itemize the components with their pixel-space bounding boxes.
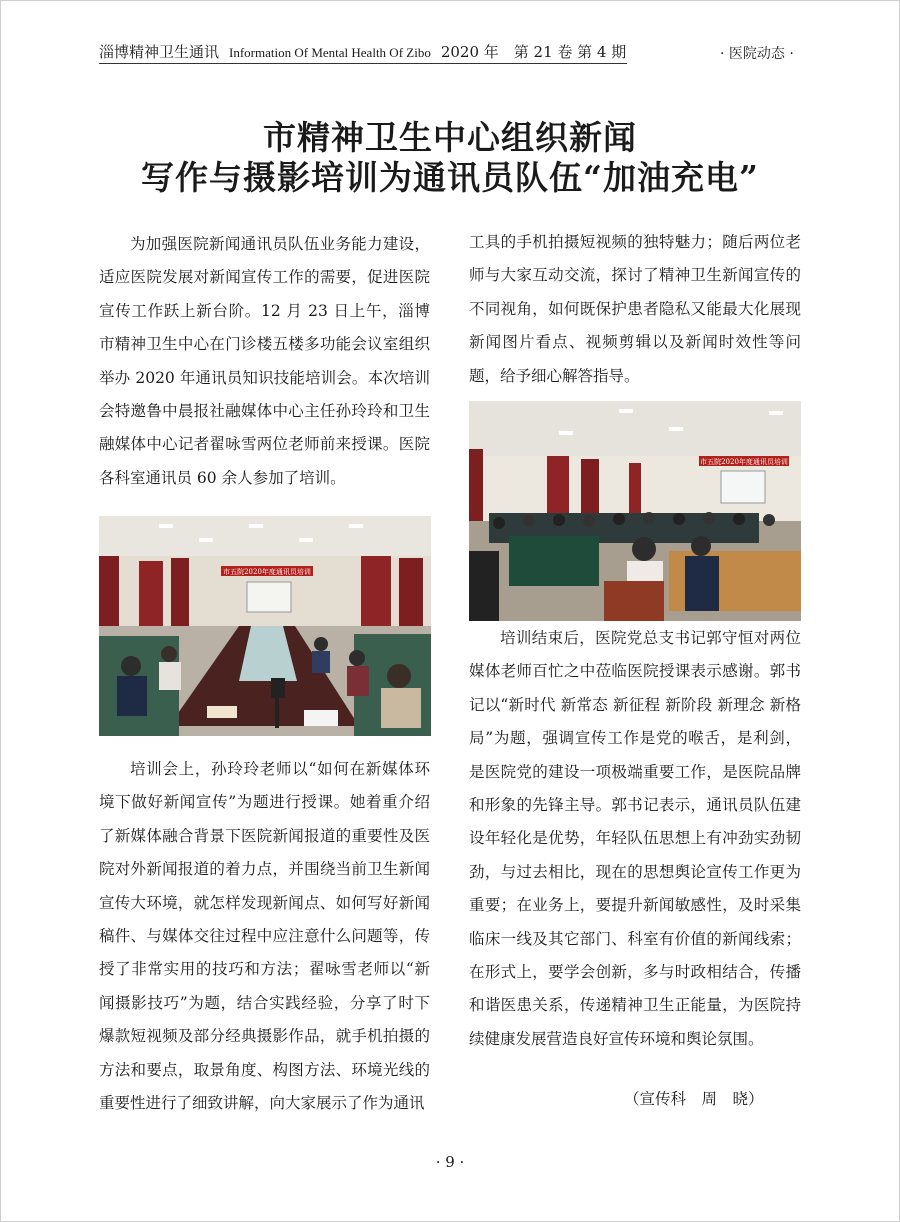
byline: （宣传科 周 晓） [624,1090,764,1108]
paragraph-intro: 为加强医院新闻通讯员队伍业务能力建设，适应医院发展对新闻宣传工作的需要，促进医院宣传工作跃上新台阶。12 月 23 日上午，淄博市精神卫生中心在门诊楼五楼多功能会议室组织举办 2020 年通讯员知识技能培训会。本次培训会特邀鲁中晨报社融媒体中心主任孙玲玲和卫生融媒体中心记者翟咏雪两位老师前来授课。医院各科室通讯员 60 余人参加了培训。 [99,235,430,487]
right-column-top [469,226,801,393]
paragraph-training-continued: 工具的手机拍摄短视频的独特魅力；随后两位老师与大家互动交流，探讨了精神卫生新闻宣传的不同视角，如何既保护患者隐私又能最大化展现新闻图片看点、视频剪辑以及新闻时效性等问题，给予细心解答指导。 [469,233,801,385]
journal-title-en: Information Of Mental Health Of Zibo [229,45,431,60]
left-column-top [99,228,430,495]
article-title-line1: 市精神卫生中心组织新闻 [263,118,637,157]
paragraph-closing: 培训结束后，医院党总支书记郭守恒对两位媒体老师百忙之中莅临医院授课表示感谢。郭书记以“新时代 新常态 新征程 新阶段 新理念 新格局”为题，强调宣传工作是党的喉舌，是利剑，是医院党的建设一项极端重要工作，是医院品牌和形象的先锋主导。郭书记表示，通讯员队伍建设年轻化是优势，年轻队伍思想上有冲劲实劲韧劲，与过去相比，现在的思想舆论宣传工作更为重要；在业务上，要提升新闻敏感性，及时采集临床一线及其它部门、科室有价值的新闻线索；在形式上，要学会创新，多与时政相结合，传播和谐医患关系，传递精神卫生正能量，为医院持续健康发展营造良好宣传环境和舆论氛围。 [469,629,801,1048]
page-number: · 9 · [435,1153,465,1171]
paragraph-training: 培训会上，孙玲玲老师以“如何在新媒体环境下做好新闻宣传”为题进行授课。她着重介绍了新媒体融合背景下医院新闻报道的重要性及医院对外新闻报道的着力点，并围绕当前卫生新闻宣传大环境，就怎样发现新闻点、如何写好新闻稿件、与媒体交往过程中应注意什么问题等，传授了非常实用的技巧和方法；翟咏雪老师以“新闻摄影技巧”为题，结合实践经验，分享了时下爆款短视频及部分经典摄影作品，就手机拍摄的方法和要点，取景角度、构图方法、环境光线的重要性进行了细致讲解，向大家展示了作为通讯 [99,760,430,1113]
right-column-bottom [469,622,801,1056]
training-photo-2 [469,401,801,621]
training-photo-1 [99,516,431,736]
header-rule [99,63,627,64]
article-title-line2: 写作与摄影培训为通讯员队伍“加油充电” [141,158,759,197]
photo1-banner: 市五院2020年度通讯员培训 [223,568,311,576]
issue-info: 2020 年 第 21 卷 第 4 期 [440,43,627,61]
journal-title-cn: 淄博精神卫生通讯 [99,43,220,61]
photo2-banner: 市五院2020年度通讯员培训 [700,458,788,466]
running-header [99,42,627,63]
section-tag: · 医院动态 · [720,46,794,62]
left-column-bottom [99,753,430,1120]
